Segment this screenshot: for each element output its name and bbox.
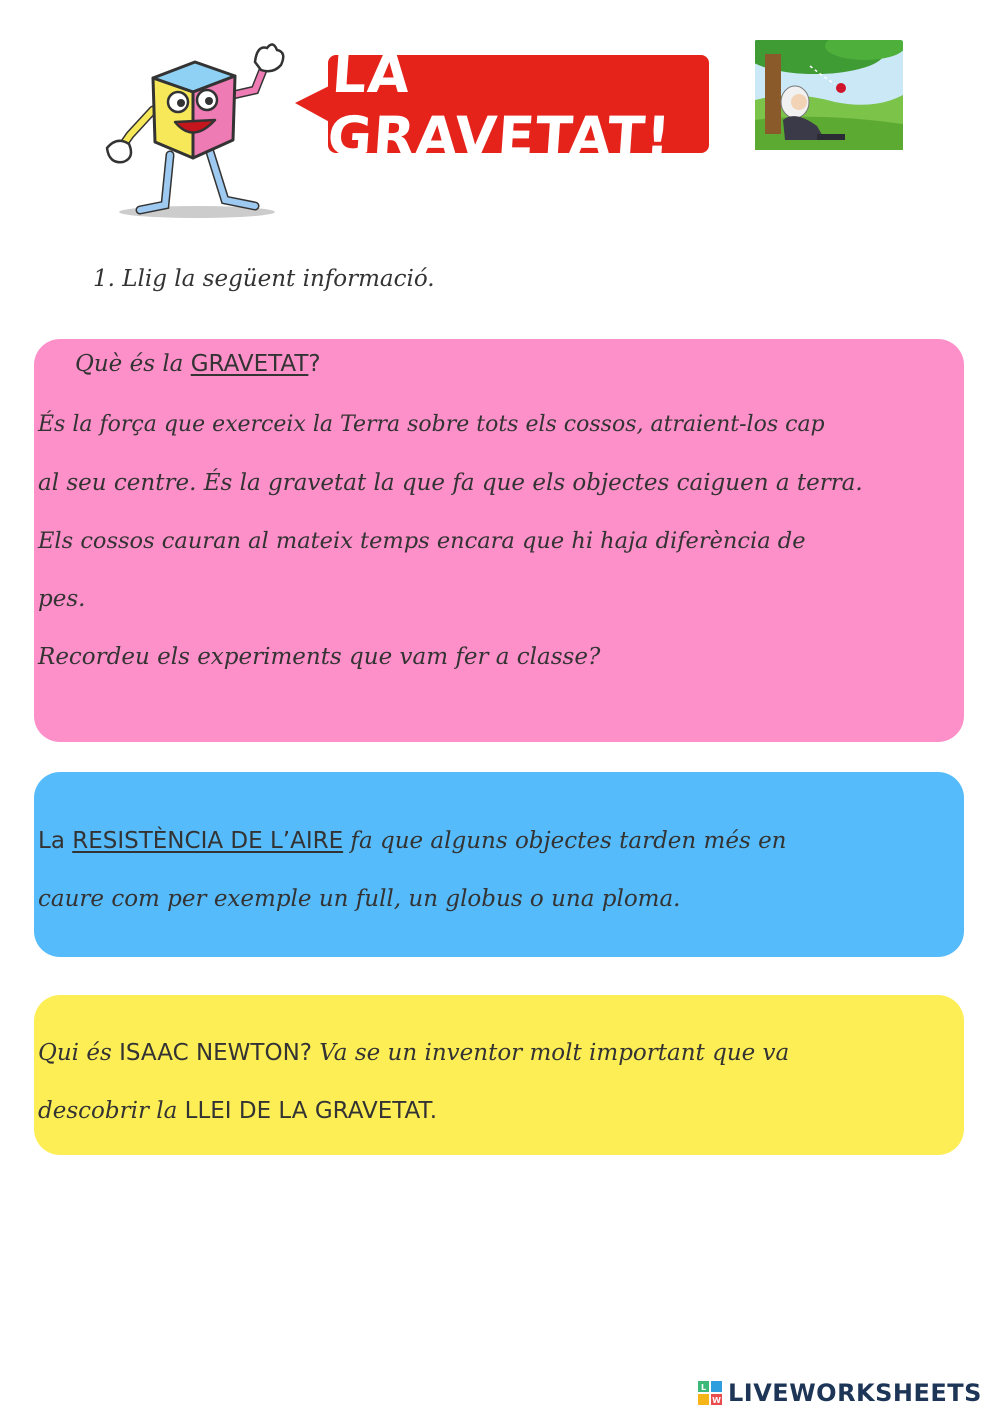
liveworksheets-logo-icon <box>698 1381 722 1405</box>
air-line1-rest: fa que alguns objectes tarden més en <box>343 828 787 854</box>
logo-letter-w: W <box>712 1396 721 1405</box>
newton-prefix: Qui és <box>38 1040 120 1066</box>
cube-mascot-illustration <box>95 40 295 225</box>
air-prefix: La <box>38 828 73 854</box>
gravity-term: GRAVETAT <box>190 351 309 377</box>
watermark-text: LIVEWORKSHEETS <box>728 1379 982 1407</box>
newton-info-box <box>34 995 964 1155</box>
gravity-line-4: pes. <box>38 586 86 612</box>
newton-line2-prefix: descobrir la <box>38 1098 185 1124</box>
gravity-line-1: És la força que exerceix la Terra sobre tots els cossos, atraient-los cap <box>38 412 825 437</box>
question-suffix: ? <box>308 351 321 377</box>
logo-letter-l: L <box>700 1383 707 1392</box>
gravity-question <box>75 349 999 379</box>
air-resistance-line-2: caure com per exemple un full, un globus o una ploma. <box>38 886 681 912</box>
air-resistance-line-1 <box>38 826 962 856</box>
gravity-line-5: Recordeu els experiments que vam fer a classe? <box>38 644 601 670</box>
newton-line-1 <box>38 1038 962 1068</box>
gravity-law-term: LLEI DE LA GRAVETAT. <box>184 1098 438 1124</box>
gravity-line-2: al seu centre. És la gravetat la que fa que els objectes caiguen a terra. <box>38 470 863 496</box>
liveworksheets-watermark <box>698 1378 982 1408</box>
air-resistance-term: RESISTÈNCIA DE L’AIRE <box>72 828 344 854</box>
worksheet-title: LA GRAVETAT! <box>325 42 674 168</box>
instruction-text: 1. Llig la següent informació. <box>93 266 435 292</box>
question-prefix: Què és la <box>75 351 191 377</box>
air-resistance-box <box>34 772 964 957</box>
newton-name: ISAAC NEWTON? <box>119 1040 312 1066</box>
newton-line1-rest: Va se un inventor molt important que va <box>312 1040 790 1066</box>
newton-line-2 <box>38 1096 962 1126</box>
newton-apple-tree-image <box>755 40 903 150</box>
gravity-line-3: Els cossos cauran al mateix temps encara que hi haja diferència de <box>38 528 806 554</box>
